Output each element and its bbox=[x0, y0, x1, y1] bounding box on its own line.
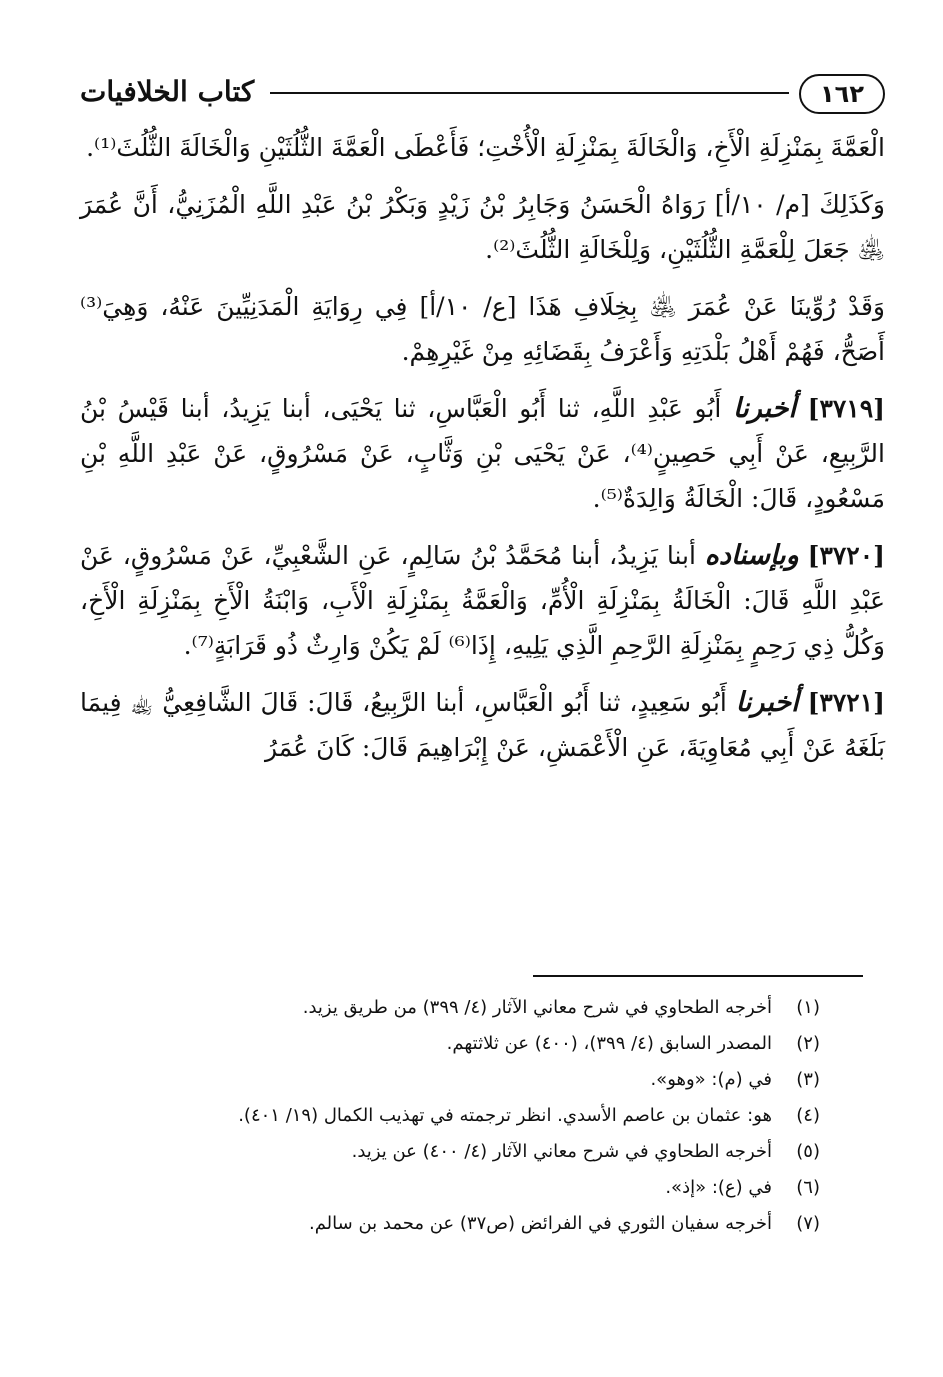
paragraph bbox=[80, 284, 885, 374]
footnote-number: (٤) bbox=[796, 1105, 820, 1126]
footnote-number: (٥) bbox=[796, 1141, 820, 1162]
paragraph-text: الْعَمَّةَ بِمَنْزِلَةِ الْأَخِ، وَالْخَالَةَ بِمَنْزِلَةِ الْأُخْتِ؛ فَأَعْطَى الْعَمَّةَ الثُّلُثَيْنِ وَالْخَالَةَ الثُّلُثَ⁽¹⁾. bbox=[86, 133, 885, 162]
hadith-paragraph bbox=[80, 533, 885, 668]
footnote-text: أخرجه الطحاوي في شرح معاني الآثار (٤/ ٣٩٩) من طريق يزيد. bbox=[302, 997, 772, 1018]
page-header bbox=[80, 70, 885, 118]
footnote-number: (٢) bbox=[796, 1033, 820, 1054]
page-number: ١٦٢ bbox=[799, 74, 885, 114]
paragraph bbox=[80, 125, 885, 170]
footnote-number: (٣) bbox=[796, 1069, 820, 1090]
header-divider bbox=[270, 92, 789, 94]
footnote-text: أخرجه الطحاوي في شرح معاني الآثار (٤/ ٤٠٠) عن يزيد. bbox=[351, 1141, 772, 1162]
footnote-text: أخرجه سفيان الثوري في الفرائض (ص٣٧) عن محمد بن سالم. bbox=[308, 1213, 772, 1234]
paragraph bbox=[80, 182, 885, 272]
paragraph-text: وَقَدْ رُوِّينَا عَنْ عُمَرَ ﵁ بِخِلَافِ هَذَا [ع/ ١٠/أ] فِي رِوَايَةِ الْمَدَنِيِّينَ عَنْهُ، وَهِيَ⁽³⁾ أَصَحُّ، فَهُمْ أَهْلُ بَلْدَتِهِ وَأَعْرَفُ بِقَضَائِهِ مِنْ غَيْرِهِمْ. bbox=[80, 292, 885, 366]
hadith-lead: أخبرنا bbox=[733, 393, 796, 424]
footnote-number: (٧) bbox=[796, 1213, 820, 1234]
footnote-number: (١) bbox=[796, 997, 820, 1018]
hadith-paragraph bbox=[80, 386, 885, 521]
main-text bbox=[80, 125, 885, 782]
paragraph-text: أَبُو عَبْدِ اللَّهِ، ثنا أَبُو الْعَبَّاسِ، ثنا يَحْيَى، أبنا يَزِيدُ، أبنا قَيْسُ بْنُ الرَّبِيعِ، عَنْ أَبِي حَصِينٍ⁽⁴⁾، عَنْ يَحْيَى بْنِ وَثَّابٍ، عَنْ مَسْرُوقٍ، عَنْ عَبْدِ اللَّهِ بْنِ مَسْعُودٍ، قَالَ: الْخَالَةُ وَالِدَةٌ⁽⁵⁾. bbox=[80, 394, 885, 513]
hadith-number: [٣٧١٩] bbox=[807, 394, 885, 423]
paragraph-text: أَبُو سَعِيدٍ، ثنا أَبُو الْعَبَّاسِ، أبنا الرَّبِيعُ، قَالَ: قَالَ الشَّافِعِيُّ ﵀ فِيمَا بَلَغَهُ عَنْ أَبِي مُعَاوِيَةَ، عَنِ الْأَعْمَشِ، عَنْ إِبْرَاهِيمَ قَالَ: كَانَ عُمَرُ bbox=[80, 688, 885, 762]
footnote bbox=[80, 1211, 820, 1247]
footnote-text: في (م): «وهو». bbox=[650, 1069, 772, 1090]
paragraph-text: وَكَذَلِكَ [م/ ١٠/أ] رَوَاهُ الْحَسَنُ وَجَابِرُ بْنُ زَيْدٍ وَبَكْرُ بْنُ عَبْدِ اللَّهِ الْمُزَنِيُّ، أَنَّ عُمَرَ ﵁ جَعَلَ لِلْعَمَّةِ الثُّلُثَيْنِ، وَلِلْخَالَةِ الثُّلُثَ⁽²⁾. bbox=[80, 190, 885, 264]
book-title: كتاب الخلافيات bbox=[80, 75, 255, 108]
footnote-text: هو: عثمان بن عاصم الأسدي. انظر ترجمته في تهذيب الكمال (١٩/ ٤٠١). bbox=[238, 1105, 772, 1126]
footnote-divider bbox=[533, 975, 863, 977]
footnote-text: المصدر السابق (٤/ ٣٩٩)، (٤٠٠) عن ثلاثتهم. bbox=[446, 1033, 772, 1054]
hadith-lead: أخبرنا bbox=[735, 687, 799, 718]
paragraph-text: أبنا يَزِيدُ، أبنا مُحَمَّدُ بْنُ سَالِمٍ، عَنِ الشَّعْبِيِّ، عَنْ مَسْرُوقٍ، عَنْ عَبْدِ اللَّهِ قَالَ: الْخَالَةُ بِمَنْزِلَةِ الْأُمِّ، وَالْعَمَّةُ بِمَنْزِلَةِ الْأَبِ، وَابْنَةُ الْأَخِ بِمَنْزِلَةِ الْأَخِ، وَكُلُّ ذِي رَحِمٍ بِمَنْزِلَةِ الرَّحِمِ الَّذِي يَلِيهِ، إِذَا⁽⁶⁾ لَمْ يَكُنْ وَارِثٌ ذُو قَرَابَةٍ⁽⁷⁾. bbox=[80, 541, 885, 660]
footnote-number: (٦) bbox=[796, 1177, 820, 1198]
hadith-paragraph bbox=[80, 680, 885, 770]
footnote bbox=[80, 1103, 820, 1139]
footnote bbox=[80, 1031, 820, 1067]
footnote bbox=[80, 995, 820, 1031]
footnote-text: في (ع): «إذ». bbox=[665, 1177, 772, 1198]
footnote bbox=[80, 1067, 820, 1103]
footnote bbox=[80, 1175, 820, 1211]
footnotes bbox=[80, 995, 820, 1247]
hadith-number: [٣٧٢١] bbox=[807, 688, 885, 717]
footnote bbox=[80, 1139, 820, 1175]
hadith-number: [٣٧٢٠] bbox=[807, 541, 886, 570]
hadith-lead: وبإسناده bbox=[704, 540, 799, 571]
